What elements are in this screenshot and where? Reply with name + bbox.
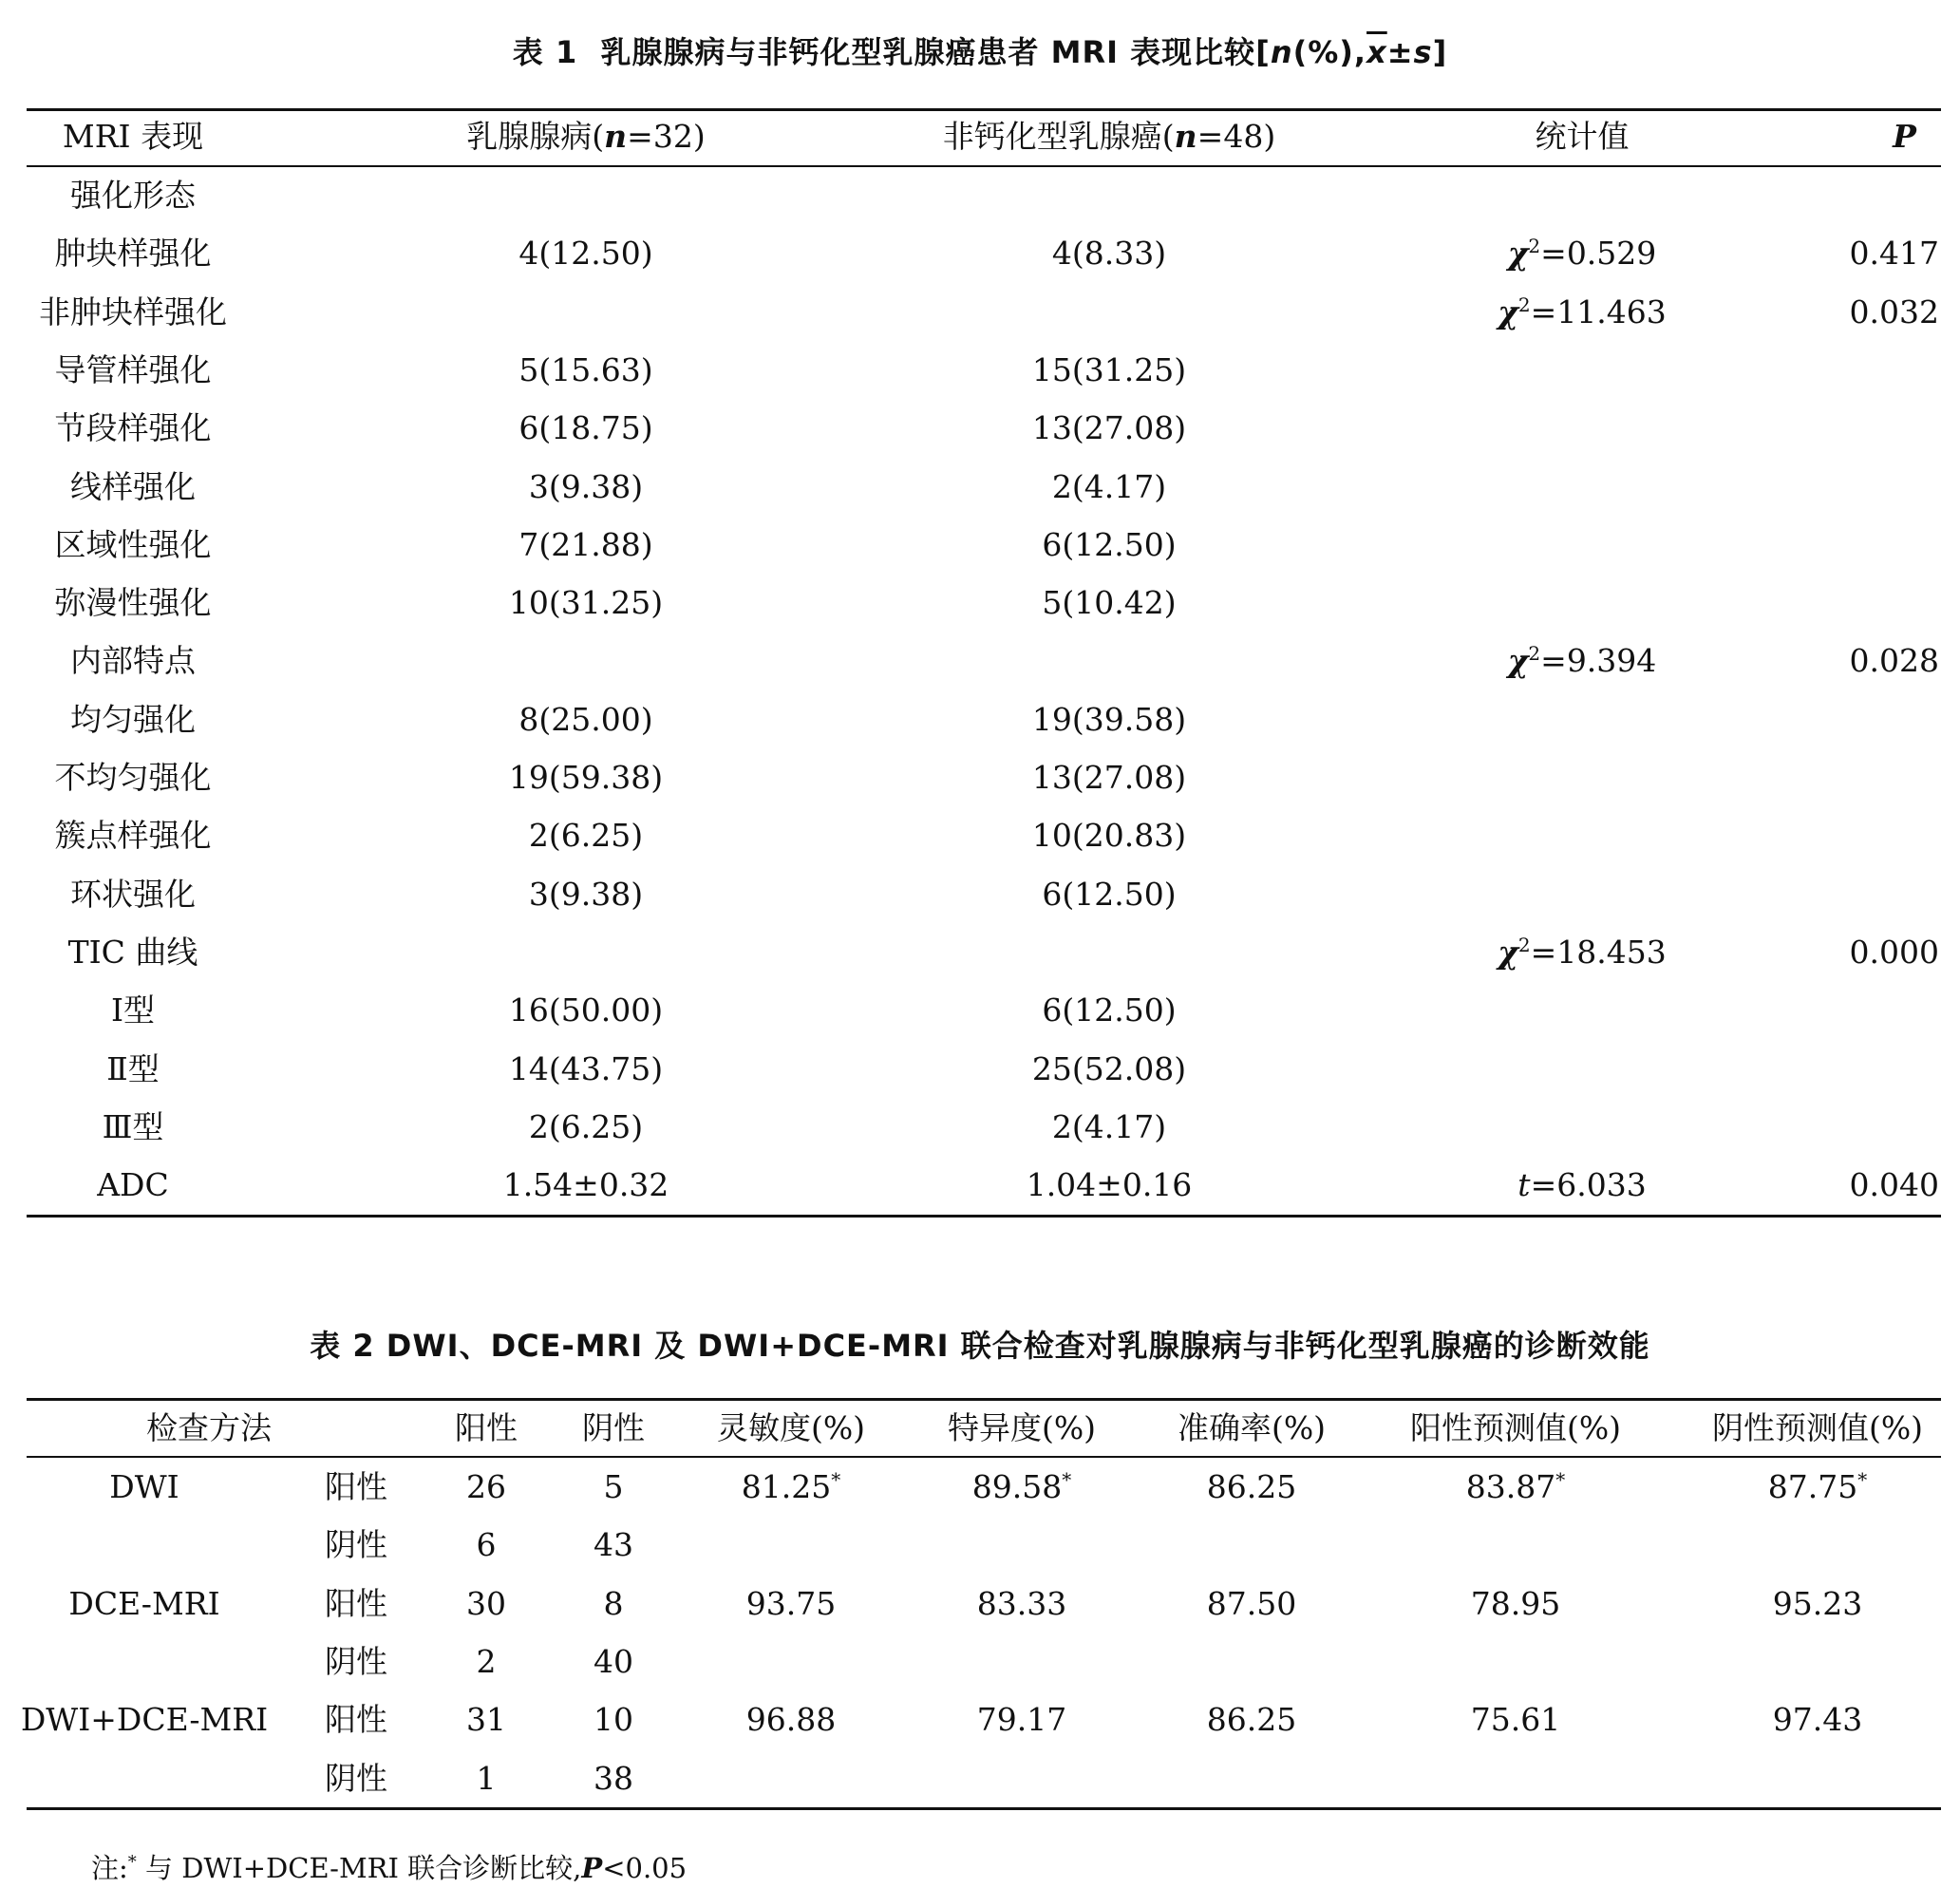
row-label: 线样强化	[70, 467, 196, 505]
method-name: DCE-MRI	[68, 1584, 220, 1622]
row-label: 非肿块样强化	[39, 293, 227, 330]
result-label: 阳性	[325, 1701, 387, 1739]
row-label: 肿块样强化	[54, 235, 212, 273]
carcinoma-value: 1.04±0.16	[1026, 1166, 1193, 1204]
row-label: 内部特点	[70, 642, 196, 680]
table1-row	[0, 748, 1960, 807]
specificity-value: 79.17	[976, 1701, 1067, 1739]
carcinoma-value: 25(52.08)	[1031, 1049, 1187, 1087]
sensitivity-value: 93.75	[745, 1584, 837, 1622]
table2-header-3: 灵敏度(%)	[716, 1409, 866, 1446]
sensitivity-value: 81.25*	[741, 1468, 841, 1505]
row-label: TIC 曲线	[67, 933, 198, 971]
table1-row	[0, 1098, 1960, 1157]
result-label: 阴性	[325, 1759, 387, 1797]
statistic-value: $\chi^2=0.529$	[1507, 235, 1657, 273]
footnote-text: 与 DWI+DCE-MRI 联合诊断比较,	[145, 1852, 582, 1884]
adenosis-value: 8(25.00)	[518, 700, 653, 738]
table1-header-4: P	[1893, 118, 1916, 155]
table1-row	[0, 1040, 1960, 1099]
result-label: 阳性	[325, 1468, 387, 1505]
p-value: 0.040	[1849, 1166, 1939, 1204]
adenosis-value: 5(15.63)	[518, 350, 653, 388]
footnote-prefix: 注:	[91, 1852, 128, 1884]
row-label: 均匀强化	[70, 700, 196, 738]
p-value: 0.000	[1849, 933, 1939, 971]
table1-row	[0, 283, 1960, 342]
table2-header-row	[0, 1399, 1960, 1458]
table1-caption-prefix: 表 1	[512, 34, 578, 70]
table1-row	[0, 399, 1960, 458]
table1-row	[0, 341, 1960, 400]
table2-row	[0, 1575, 1960, 1633]
table1-row	[0, 516, 1960, 575]
adenosis-value: 3(9.38)	[528, 467, 644, 505]
table1-header-3: 统计值	[1535, 118, 1630, 155]
adenosis-value: 14(43.75)	[508, 1049, 664, 1087]
table1-caption-suffix: $[n(\%),\overline{x}\pm s]$	[1255, 34, 1448, 70]
table1-header-1: 乳腺腺病(n=32)	[466, 118, 706, 155]
adenosis-value: 10(31.25)	[508, 584, 664, 622]
negative-count: 10	[594, 1701, 633, 1739]
table1-row	[0, 458, 1960, 517]
carcinoma-value: 10(20.83)	[1031, 817, 1187, 855]
true-positive-count: 31	[466, 1701, 506, 1739]
table1-row	[0, 690, 1960, 749]
table1-row	[0, 574, 1960, 632]
row-label: 不均匀强化	[54, 759, 212, 796]
adenosis-value: 7(21.88)	[518, 525, 653, 563]
negative-count: 43	[594, 1526, 633, 1564]
table2-caption: 表 2 DWI、DCE-MRI 及 DWI+DCE-MRI 联合检查对乳腺腺病与非钙化型乳腺癌的诊断效能	[310, 1328, 1650, 1364]
table1-header-2: 非钙化型乳腺癌(n=48)	[942, 118, 1276, 155]
true-positive-count: 1	[476, 1759, 497, 1797]
specificity-value: 83.33	[976, 1584, 1067, 1622]
carcinoma-value: 5(10.42)	[1042, 584, 1177, 622]
carcinoma-value: 2(4.17)	[1051, 467, 1167, 505]
adenosis-value: 2(6.25)	[528, 1107, 644, 1145]
table2-footnote	[91, 1847, 687, 1886]
npv-value: 97.43	[1772, 1701, 1863, 1739]
ppv-value: 78.95	[1470, 1584, 1561, 1622]
npv-value: 95.23	[1772, 1584, 1863, 1622]
table1-row	[0, 166, 1960, 225]
result-label: 阴性	[325, 1642, 387, 1680]
carcinoma-value: 6(12.50)	[1042, 525, 1177, 563]
adenosis-value: 3(9.38)	[528, 875, 644, 913]
ppv-value: 75.61	[1470, 1701, 1561, 1739]
table1-row	[0, 806, 1960, 865]
table1-header-row	[0, 107, 1960, 166]
statistic-value: $\chi^2=11.463$	[1498, 293, 1667, 330]
carcinoma-value: 13(27.08)	[1031, 409, 1187, 447]
footnote-threshold: <0.05	[602, 1852, 688, 1884]
adenosis-value: 1.54±0.32	[502, 1166, 669, 1204]
table1-row	[0, 224, 1960, 283]
p-value: 0.417	[1849, 235, 1939, 273]
p-value: 0.032	[1849, 293, 1939, 330]
row-label: Ⅲ型	[102, 1107, 164, 1145]
negative-count: 38	[594, 1759, 633, 1797]
row-label: 环状强化	[70, 875, 196, 913]
method-name: DWI+DCE-MRI	[20, 1701, 269, 1739]
table2-header-6: 阳性预测值(%)	[1409, 1409, 1622, 1446]
adenosis-value: 16(50.00)	[508, 991, 664, 1029]
statistic-value: $\chi^2=18.453$	[1498, 933, 1667, 971]
table2-row	[0, 1458, 1960, 1517]
table2-bottom-rule	[27, 1807, 1941, 1810]
carcinoma-value: 6(12.50)	[1042, 991, 1177, 1029]
carcinoma-value: 6(12.50)	[1042, 875, 1177, 913]
row-label: 区域性强化	[54, 525, 212, 563]
table1-caption-main: 乳腺腺病与非钙化型乳腺癌患者 MRI 表现比较	[600, 34, 1256, 70]
adenosis-value: 19(59.38)	[508, 759, 664, 796]
table2-row	[0, 1516, 1960, 1575]
footnote-p: P	[581, 1852, 603, 1884]
carcinoma-value: 19(39.58)	[1031, 700, 1187, 738]
adenosis-value: 2(6.25)	[528, 817, 644, 855]
adenosis-value: 6(18.75)	[518, 409, 653, 447]
table2-row	[0, 1749, 1960, 1808]
negative-count: 40	[594, 1642, 633, 1680]
statistic-value: t=6.033	[1517, 1166, 1647, 1204]
table1-caption	[0, 28, 1960, 72]
carcinoma-value: 13(27.08)	[1031, 759, 1187, 796]
sensitivity-value: 96.88	[745, 1701, 837, 1739]
table2-row	[0, 1633, 1960, 1691]
table2-header-5: 准确率(%)	[1177, 1409, 1327, 1446]
row-label: 簇点样强化	[54, 817, 212, 855]
row-label: 节段样强化	[54, 409, 212, 447]
row-label: Ⅱ型	[106, 1049, 160, 1087]
footnote-star: *	[127, 1852, 137, 1873]
adenosis-value: 4(12.50)	[518, 235, 653, 273]
table1-row	[0, 981, 1960, 1040]
p-value: 0.028	[1849, 642, 1939, 680]
true-positive-count: 6	[476, 1526, 497, 1564]
table2-header-2: 阴性	[582, 1409, 645, 1446]
row-label: 弥漫性强化	[54, 584, 212, 622]
table2-header-4: 特异度(%)	[947, 1409, 1097, 1446]
table1-header-0: MRI 表现	[62, 118, 204, 155]
table1-row	[0, 632, 1960, 690]
true-positive-count: 2	[476, 1642, 497, 1680]
table2-header-0: 检查方法	[146, 1409, 272, 1446]
statistic-value: $\chi^2=9.394$	[1507, 642, 1657, 680]
table2-header-1: 阳性	[455, 1409, 518, 1446]
row-label: Ⅰ型	[110, 991, 156, 1029]
table1-row	[0, 923, 1960, 982]
carcinoma-value: 2(4.17)	[1051, 1107, 1167, 1145]
true-positive-count: 30	[466, 1584, 506, 1622]
true-positive-count: 26	[466, 1468, 506, 1505]
result-label: 阳性	[325, 1584, 387, 1622]
specificity-value: 89.58*	[971, 1468, 1072, 1505]
table2-row	[0, 1690, 1960, 1749]
row-label: 导管样强化	[54, 350, 212, 388]
negative-count: 5	[603, 1468, 624, 1505]
carcinoma-value: 4(8.33)	[1051, 235, 1167, 273]
accuracy-value: 86.25	[1206, 1468, 1297, 1505]
table1-row	[0, 865, 1960, 924]
accuracy-value: 86.25	[1206, 1701, 1297, 1739]
result-label: 阴性	[325, 1526, 387, 1564]
table1-row	[0, 1156, 1960, 1215]
ppv-value: 83.87*	[1465, 1468, 1566, 1505]
table1-bottom-rule	[27, 1215, 1941, 1218]
npv-value: 87.75*	[1767, 1468, 1868, 1505]
negative-count: 8	[603, 1584, 624, 1622]
row-label: ADC	[97, 1166, 169, 1204]
carcinoma-value: 15(31.25)	[1031, 350, 1187, 388]
accuracy-value: 87.50	[1206, 1584, 1297, 1622]
table2-header-7: 阴性预测值(%)	[1711, 1409, 1924, 1446]
row-label: 强化形态	[70, 177, 196, 214]
method-name: DWI	[109, 1468, 179, 1505]
